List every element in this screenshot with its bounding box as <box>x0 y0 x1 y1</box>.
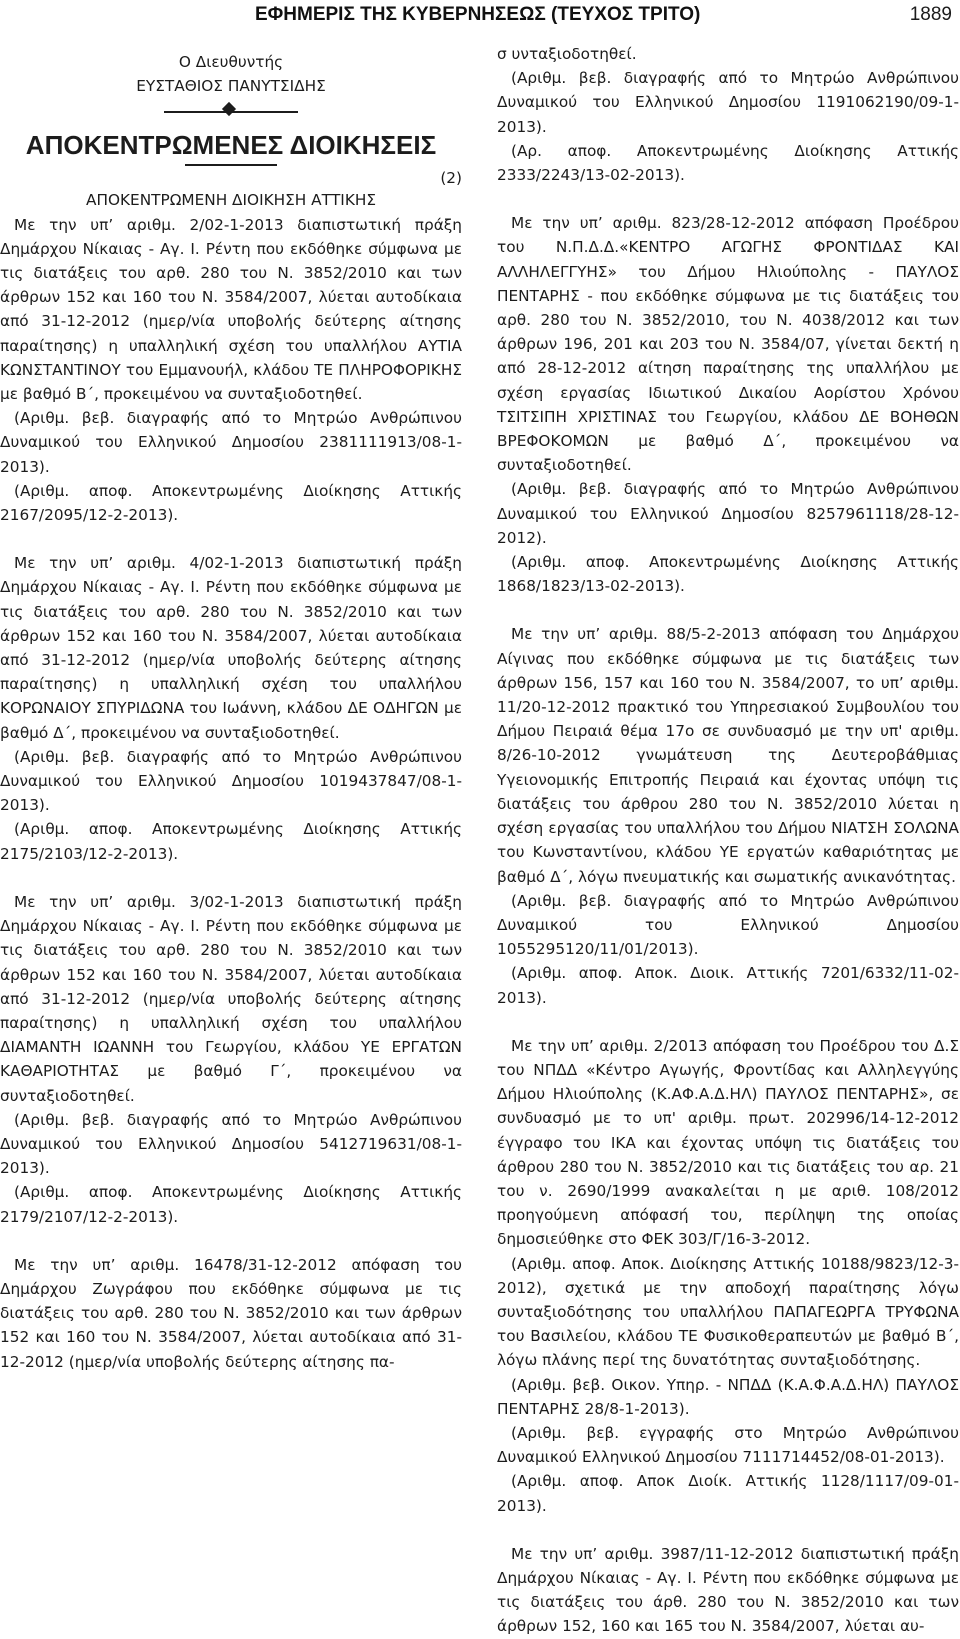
paragraph: (Αριθμ. αποφ. Αποκεντρωμένης Διοίκησης Αττικής 2167/2095/12-2-2013). <box>0 481 462 525</box>
paragraph: Με την υπ’ αριθμ. 3987/11-12-2012 διαπιστωτική πράξη Δημάρχου Νίκαιας - Αγ. Ι. Ρέντη που εκδόθηκε σύμφωνα με τις διατάξεις του άρθ. 280 του Ν. 3852/2010 και των άρθρων 152, 160 και 165 του Ν. 3584/2007, λύεται αυ- <box>497 1544 959 1636</box>
paragraph: (Αριθμ. βεβ. διαγραφής από το Μητρώο Ανθρώπινου Δυναμικού του Ελληνικού Δημοσίου 1055295120/11/01/2013). <box>497 891 959 959</box>
paragraph: Με την υπ’ αριθμ. 2/02-1-2013 διαπιστωτική πράξη Δημάρχου Νίκαιας - Αγ. Ι. Ρέντη που εκδόθηκε σύμφωνα με τις διατάξεις του αρθ. 280 του Ν. 3852/2010 και των άρθρων 152 και 160 του Ν. 3584/2007, λύεται αυτοδίκαια από 31-12-2012 (ημερ/νία υποβολής δεύτερης αίτησης παραίτησης) η υπαλληλική σχέση του υπαλλήλου ΑΥΤΙΑ ΚΩΝΣΤΑΝΤΙΝΟΥ του Εμμανουήλ, κλάδου ΤΕ ΠΛΗΡΟΦΟΡΙΚΗΣ με βαθμό Β΄, προκειμένου να συνταξιοδοτηθεί. <box>0 215 462 404</box>
paragraph: (Αριθμ. βεβ. διαγραφής από το Μητρώο Ανθρώπινου Δυναμικού του Ελληνικού Δημοσίου 8257961118/28-12-2012). <box>497 480 959 547</box>
paragraph: (Αριθμ. αποφ. Αποκ Διοίκ. Αττικής 1128/1117/09-01-2013). <box>497 1472 959 1515</box>
paragraph: (Αριθμ. αποφ. Αποκ. Διοίκησης Αττικής 10188/9823/12-3-2012), σχετικά με την αποδοχή παραίτησης λόγω συνταξιοδότησης του υπαλλήλου ΠΑΠΑΓΕΩΡΓΑ ΤΡΥΦΩΝΑ του Βασιλείου, κλάδου ΤΕ Φυσικοθεραπευτών με βαθμό Β΄, λόγω πλάνης περί της δυνατότητας συνταξιοδότησης. <box>497 1254 959 1370</box>
paragraph: Με την υπ’ αριθμ. 3/02-1-2013 διαπιστωτική πράξη Δημάρχου Νίκαιας - Αγ. Ι. Ρέντη που εκδόθηκε σύμφωνα με τις διατάξεις του αρθ. 280 του Ν. 3852/2010 και των άρθρων 152 και 160 του Ν. 3584/2007, λύεται αυτοδίκαια από 31-12-2012 (ημερ/νία υποβολής δεύτερης αίτησης παραίτησης) η υπαλληλική σχέση του υπαλλήλου ΔΙΑΜΑΝΤΗ ΙΩΑΝΝΗ του Γεωργίου, κλάδου ΥΕ ΕΡΓΑΤΩΝ ΚΑΘΑΡΙΟΤΗΤΑΣ με βαθμό Γ΄, προκειμένου να συνταξιοδοτηθεί. <box>0 892 462 1105</box>
section-divider <box>0 100 462 122</box>
paragraph: (Αριθμ. αποφ. Αποκεντρωμένης Διοίκησης Αττικής 2179/2107/12-2-2013). <box>0 1183 462 1226</box>
paragraph: (Αριθμ. βεβ. διαγραφής από το Μητρώο Ανθρώπινου Δυναμικού του Ελληνικού Δημοσίου 5412719631/08-1-2013). <box>0 1110 462 1178</box>
right-column <box>497 42 959 1639</box>
paragraph: (Αριθμ. βεβ. Οικον. Υπηρ. - ΝΠΔΔ (Κ.Α.Φ.Α.Δ.ΗΛ) ΠΑΥΛΟΣ ΠΕΝΤΑΡΗΣ 28/8-1-2013). <box>497 1375 959 1418</box>
paragraph: (Αριθμ. βεβ. διαγραφής από το Μητρώο Ανθρώπινου Δυναμικού του Ελληνικού Δημοσίου 1191062190/09-1-2013). <box>497 69 959 136</box>
section-number-row <box>0 166 462 188</box>
signature-role: Ο Διευθυντής <box>178 53 284 71</box>
page-header <box>0 0 960 30</box>
paragraph: Με την υπ’ αριθμ. 88/5-2-2013 απόφαση του Δημάρχου Αίγινας που εκδόθηκε σύμφωνα με τις διατάξεις των άρθρων 156, 157 και 160 του Ν. 3584/2007, το υπ’ αριθμ. 11/20-12-2012 πρακτικό του Υπηρεσιακού Συμβουλίου του Δήμου Πειραιά θέμα 17ο σε συνδυασμό με την υπ' αριθμ. 8/26-10-2012 γνωμάτευση της Δευτεροβάθμιας Υγειονομικής Επιτροπής Πειραιά και έχοντας υπόψη τις διατάξεις του άρθρου 280 του Ν. 3852/2010 λύεται η σχέση εργασίας του υπαλλήλου του Δήμου ΝΙΑΤΣΗ ΣΟΛΩΝΑ του Κωνσταντίνου, κλάδου ΥΕ εργατών καθαριότητας με βαθμό Δ΄, λόγω πνευματικής και σωματικής ανικανότητας. <box>497 625 959 886</box>
gazette-title: ΕΦΗΜΕΡΙΣ ΤΗΣ ΚΥΒΕΡΝΗΣΕΩΣ (ΤΕΥΧΟΣ ΤΡΙΤΟ) <box>255 4 701 25</box>
paragraph: (Αρ. αποφ. Αποκεντρωμένης Διοίκησης Αττικής 2333/2243/13-02-2013). <box>497 141 959 185</box>
section-number: (2) <box>440 169 462 188</box>
section-title: ΑΠΟΚΕΝΤΡΩΜΕΝΕΣ ΔΙΟΙΚΗΣΕΙΣ <box>25 130 437 161</box>
paragraph: σ υνταξιοδοτηθεί. <box>497 45 637 63</box>
paragraph: Με την υπ’ αριθμ. 16478/31-12-2012 απόφαση του Δημάρχου Ζωγράφου που εκδόθηκε σύμφωνα με τις διατάξεις του αρθ. 280 του Ν. 3852/2010 και των άρθρων 152 και 160 του Ν. 3584/2007, λύεται αυτοδίκαια από 31-12-2012 (ημερ/νία υποβολής δεύτερης αίτησης πα- <box>0 1255 462 1371</box>
paragraph: (Αριθμ. αποφ. Αποκεντρωμένης Διοίκησης Αττικής 1868/1823/13-02-2013). <box>497 553 959 596</box>
page-number: 1889 <box>909 4 952 25</box>
paragraph: Με την υπ’ αριθμ. 4/02-1-2013 διαπιστωτική πράξη Δημάρχου Νίκαιας - Αγ. Ι. Ρέντη που εκδόθηκε σύμφωνα με τις διατάξεις του αρθ. 280 του Ν. 3852/2010 και των άρθρων 152 και 160 του Ν. 3584/2007, λύεται αυτοδίκαια από 31-12-2012 (ημερ/νία υποβολής δεύτερης αίτησης παραίτησης) η υπαλληλική σχέση του υπαλλήλου ΚΟΡΩΝΑΙΟΥ ΣΠΥΡΙΔΩΝΑ του Ιωάννη, κλάδου ΔΕ ΟΔΗΓΩΝ με βαθμό Δ΄, προκειμένου να συνταξιοδοτηθεί. <box>0 554 462 742</box>
diamond-ornament <box>222 102 236 116</box>
sub-title: ΑΠΟΚΕΝΤΡΩΜΕΝΗ ΔΙΟΙΚΗΣΗ ΑΤΤΙΚΗΣ <box>85 191 377 210</box>
paragraph: (Αριθμ. βεβ. διαγραφής από το Μητρώο Ανθρώπινου Δυναμικού του Ελληνικού Δημοσίου 1019437847/08-1-2013). <box>0 747 462 815</box>
paragraph: (Αριθμ. βεβ. εγγραφής στο Μητρώο Ανθρώπινου Δυναμικού Ελληνικού Δημοσίου 7111714452/08-01-2013). <box>497 1423 959 1467</box>
paragraph: (Αριθμ. αποφ. Αποκεντρωμένης Διοίκησης Αττικής 2175/2103/12-2-2013). <box>0 820 462 863</box>
paragraph: (Αριθμ. βεβ. διαγραφής από το Μητρώο Ανθρώπινου Δυναμικού του Ελληνικού Δημοσίου 2381111913/08-1-2013). <box>0 409 462 476</box>
paragraph: Με την υπ’ αριθμ. 2/2013 απόφαση του Προέδρου του Δ.Σ του ΝΠΔΔ «Κέντρο Αγωγής, Φροντίδας και Αλληλεγγύης Δήμου Ηλιούπολης (Κ.ΑΦ.Α.Δ.ΗΛ) ΠΑΥΛΟΣ ΠΕΝΤΑΡΗΣ», σε συνδυασμό με το υπ' αριθμ. πρωτ. 202996/14-12-2012 έγγραφο του ΙΚΑ και έχοντας υπόψη τις διατάξεις του άρθρου 280 του Ν. 3852/2010 και τις διατάξεις του αρ. 21 του ν. 2690/1999 ανακαλείται η με αριθ. 108/2012 προηγούμενη απόφασή του, περίληψη της οποίας δημοσιεύθηκε στο ΦΕΚ 303/Γ/16-3-2012. <box>497 1036 959 1249</box>
paragraph: (Αριθμ. αποφ. Αποκ. Διοικ. Αττικής 7201/6332/11-02-2013). <box>497 964 959 1007</box>
paragraph: Με την υπ’ αριθμ. 823/28-12-2012 απόφαση Προέδρου του Ν.Π.Δ.Δ.«ΚΕΝΤΡΟ ΑΓΩΓΗΣ ΦΡΟΝΤΙΔΑΣ ΚΑΙ ΑΛΛΗΛΕΓΓΥΗΣ» του Δήμου Ηλιούπολης - ΠΑΥΛΟΣ ΠΕΝΤΑΡΗΣ - που εκδόθηκε σύμφωνα με τις διατάξεις του αρθ. 280 του Ν. 3852/2010, του Ν. 4038/2012 και των άρθρων 196, 201 και 203 του Ν. 3584/07, γίνεται δεκτή η από 28-12-2012 αίτηση παραίτησης της υπαλλήλου με σχέση εργασίας Ιδιωτικού Δικαίου Αορίστου Χρόνου ΤΣΙΤΣΙΠΗ ΧΡΙΣΤΙΝΑΣ του Γεωργίου, κλάδου ΔΕ ΒΟΗΘΩΝ ΒΡΕΦΟΚΟΜΩΝ με βαθμό Δ΄, προκειμένου να συνταξιοδοτηθεί. <box>497 214 959 475</box>
signature-name: ΕΥΣΤΑΘΙΟΣ ΠΑΝΥΤΣΙΔΗΣ <box>136 77 326 96</box>
left-column <box>0 42 462 1374</box>
